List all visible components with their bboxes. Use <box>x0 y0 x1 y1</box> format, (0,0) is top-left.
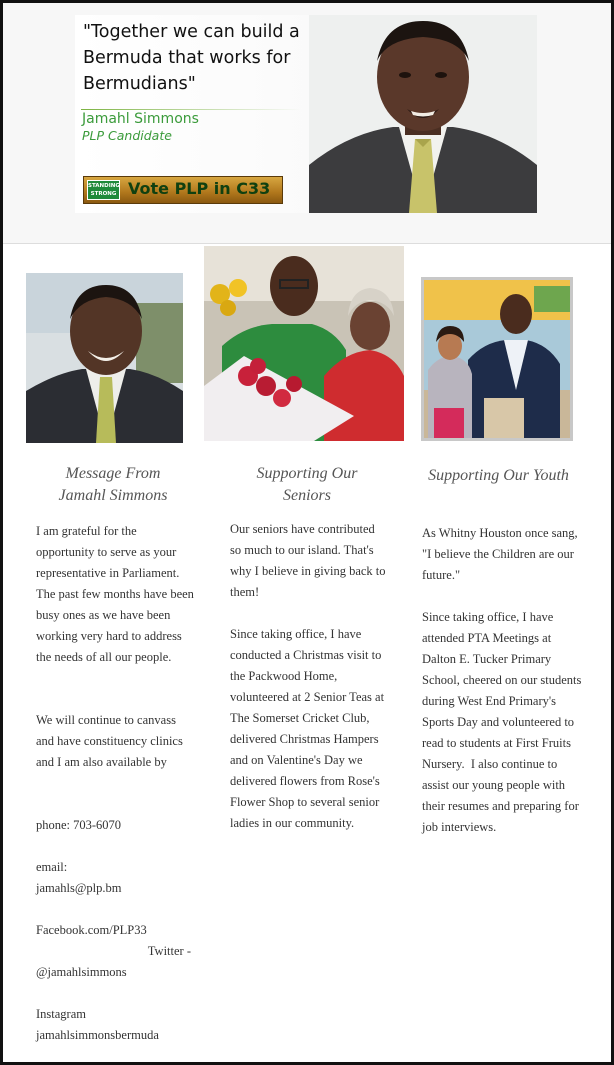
badge-line-2: STRONG <box>90 191 117 197</box>
badge-line-1: STANDING <box>88 183 120 189</box>
heading-seniors: Supporting Our Seniors <box>256 465 358 504</box>
candidate-name: Jamahl Simmons <box>82 111 199 127</box>
youth-photo <box>421 277 573 441</box>
vote-text: Vote PLP in C33 <box>128 179 271 198</box>
youth-activities: Since taking office, I have attended PTA Meetings at Dalton E. Tucker Primary School, cheered on our students during West End Primary's Sports Day and volunteered to read to students at First Fruits Nursery. I also continue to assist our young people with their resumes and preparing for job interviews. <box>422 610 585 834</box>
heading-message: Message From Jamahl Simmons <box>58 465 168 504</box>
youth-intro: As Whitny Houston once sang, "I believe the Children are our future." <box>422 526 581 582</box>
header-section <box>3 3 611 244</box>
vote-banner <box>83 176 283 204</box>
message-contact-intro: We will continue to canvass and have constituency clinics and I am also available by <box>36 713 186 769</box>
email-label: email: <box>36 860 68 874</box>
message-intro: I am grateful for the opportunity to serve as your representative in Parliament. The past few months have been busy ones as we have been working very hard to address the needs of all our people. <box>36 524 198 664</box>
campaign-quote: "Together we can build a Bermuda that works for Bermudians" <box>83 22 300 94</box>
campaign-banner <box>75 15 537 213</box>
phone-number: phone: 703-6070 <box>36 818 122 832</box>
seniors-photo <box>204 246 404 441</box>
twitter-handle[interactable]: @jamahlsimmons <box>36 965 127 979</box>
candidate-photo <box>26 273 183 443</box>
instagram-label: Instagram <box>36 1007 86 1021</box>
candidate-portrait <box>309 15 537 213</box>
facebook-link[interactable]: Facebook.com/PLP33 <box>36 923 147 937</box>
candidate-role: PLP Candidate <box>82 128 172 143</box>
instagram-handle[interactable]: jamahlsimmonsbermuda <box>36 1028 159 1042</box>
banner-divider <box>81 109 301 110</box>
standing-strong-logo <box>87 180 120 200</box>
seniors-intro: Our seniors have contributed so much to our island. That's why I believe in giving back to them! <box>230 522 389 599</box>
heading-youth: Supporting Our Youth <box>428 467 569 484</box>
email-address[interactable]: jamahls@plp.bm <box>36 881 122 895</box>
twitter-label: Twitter - <box>147 944 191 958</box>
seniors-activities: Since taking office, I have conducted a Christmas visit to the Packwood Home, volunteered at 2 Senior Teas at The Somerset Cricket Club, delivered Christmas Hampers and on Valentine's Day we delivered flowers from Rose's Flower Shop to several senior ladies in our community. <box>230 627 387 830</box>
